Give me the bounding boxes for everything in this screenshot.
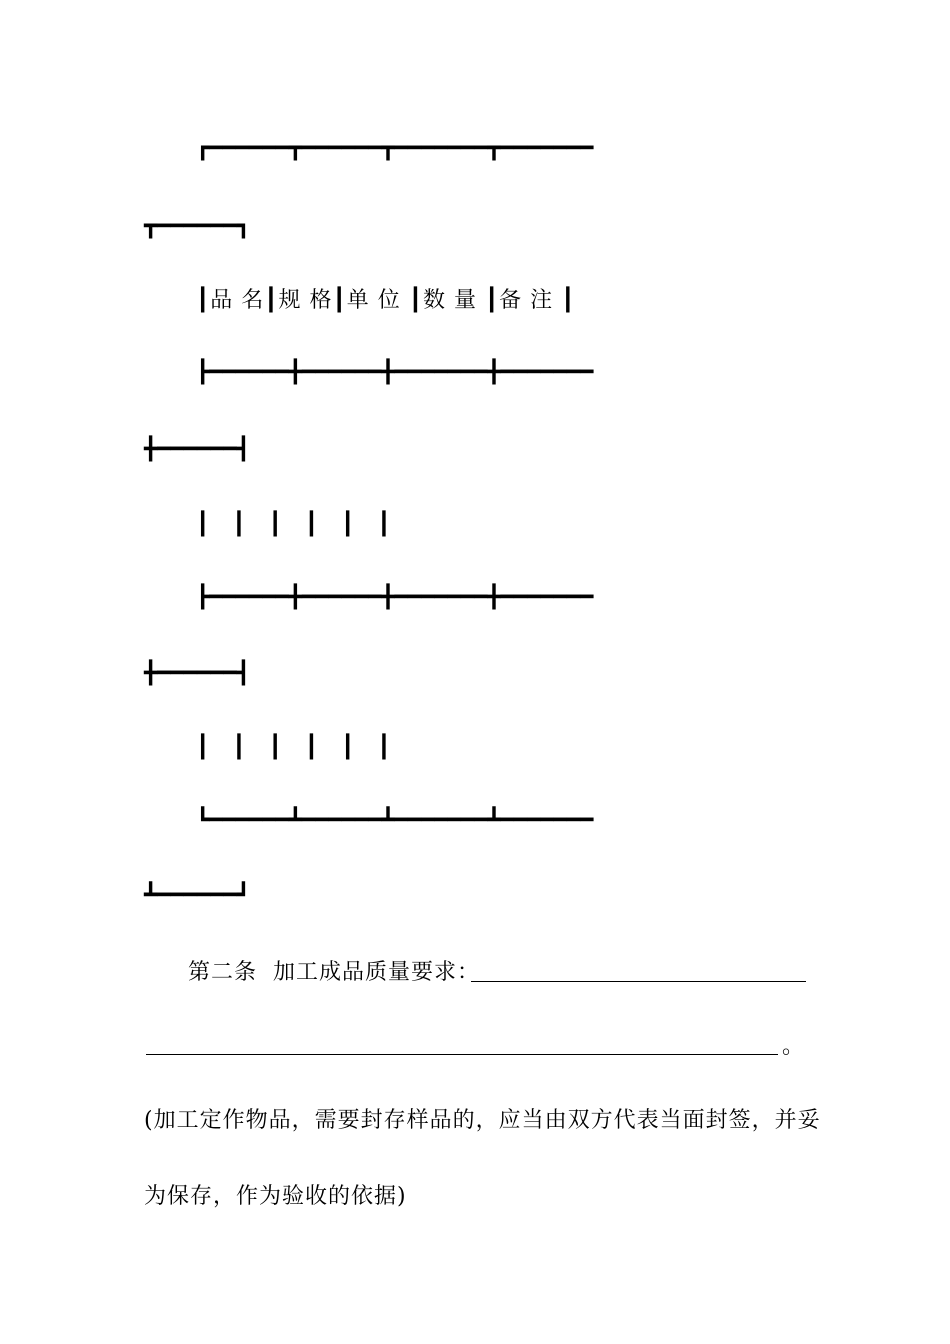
table-empty-row-1: ┃ ┃ ┃ ┃ ┃ ┃ [196, 512, 392, 537]
table-empty-row-2: ┃ ┃ ┃ ┃ ┃ ┃ [196, 735, 392, 760]
table-top-border-part1: ┏━━━━━━┳━━━━━━┳━━━━━━━┳━━━━━━━ [196, 136, 594, 161]
sample-sealing-note-line-2: 为保存，作为验收的依据) [144, 1184, 407, 1209]
table-separator-2-part1: ┣━━━━━━╋━━━━━━╋━━━━━━━╋━━━━━━━ [196, 585, 594, 610]
table-separator-1-part2: ╋━━━━━━┫ [144, 437, 250, 462]
article-2-blank-line-1[interactable] [471, 981, 806, 982]
table-header-row: ┃品 名┃规 格┃单 位 ┃数 量 ┃备 注 ┃ [196, 288, 576, 313]
sample-sealing-note-line-1: (加工定作物品，需要封存样品的，应当由双方代表当面封签，并妥 [144, 1108, 821, 1133]
article-2-label: 第二条 加工成品质量要求： [188, 960, 480, 985]
table-bottom-border-part2: ┻━━━━━━┛ [144, 883, 250, 908]
table-top-border-part2: ┳━━━━━━┓ [144, 214, 250, 239]
article-2-end-mark: 。 [782, 1034, 806, 1059]
table-bottom-border-part1: ┗━━━━━━┻━━━━━━┻━━━━━━━┻━━━━━━━ [196, 808, 594, 833]
article-2-blank-line-2[interactable] [146, 1054, 778, 1055]
table-separator-1-part1: ┣━━━━━━╋━━━━━━╋━━━━━━━╋━━━━━━━ [196, 360, 594, 385]
table-separator-2-part2: ╋━━━━━━┫ [144, 661, 250, 686]
